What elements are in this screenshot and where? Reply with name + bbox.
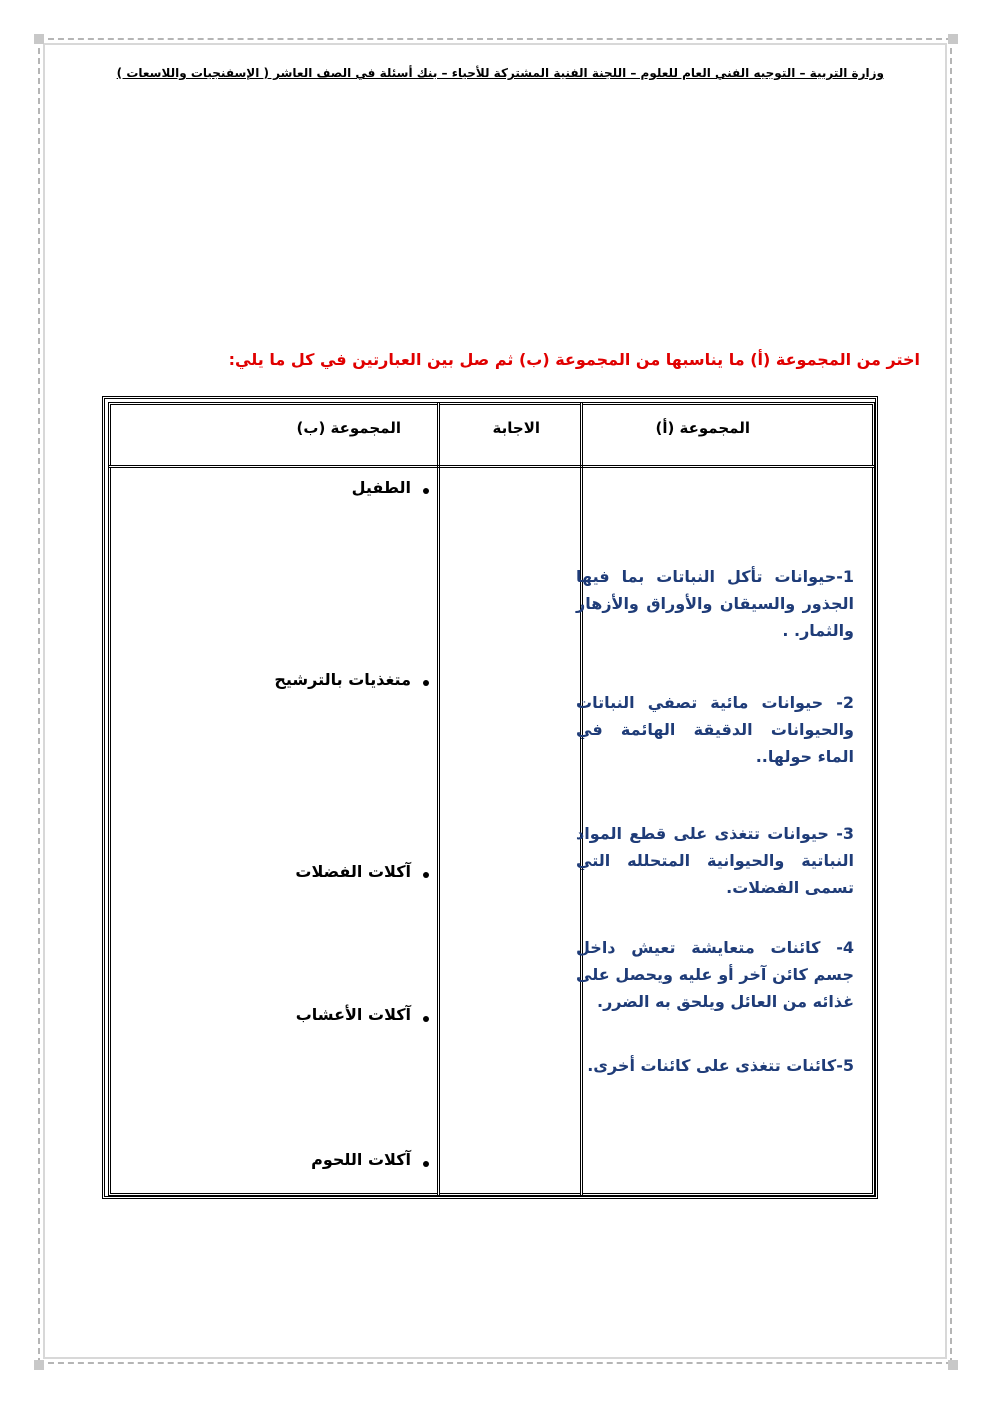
group-a-item: 3- حيوانات تتغذى على قطع المواد النباتية والحيوانية المتحلله التي تسمى الفضلات. — [576, 824, 854, 897]
group-b-item: الطفيل — [351, 478, 411, 497]
group-b-item: آكلات اللحوم — [311, 1150, 411, 1169]
group-a-item: 2- حيوانات مائية تصفي النباتات والحيوانات الدقيقة الهائمة في الماء حولها.. — [576, 693, 854, 766]
header-cell-group-b — [108, 402, 440, 468]
border-corner — [948, 34, 958, 44]
page-header: وزارة التربية – التوجيه الفني العام للعلوم – اللجنة الفنية المشتركة للأحياء – بنك أسئلة في الصف العاشر ( الإسفنجيات واللاسعات ) — [116, 66, 884, 80]
group-b-item: آكلات الفضلات — [295, 862, 411, 881]
header-cell-group-a — [580, 402, 875, 468]
bullet-icon — [423, 680, 429, 686]
border-corner — [34, 34, 44, 44]
group-b-item: متغذيات بالترشيح — [274, 670, 411, 689]
header-group-a: المجموعة (أ) — [655, 419, 750, 437]
header-group-b: المجموعة (ب) — [296, 419, 401, 437]
group-a-item: 5-كائنات تتغذى على كائنات أخرى. — [587, 1056, 854, 1075]
group-b-column — [108, 465, 440, 1196]
matching-table — [102, 396, 878, 1199]
question-instruction: اختر من المجموعة (أ) ما يناسبها من المجموعة (ب) ثم صل بين العبارتين في كل ما يلي: — [228, 350, 920, 369]
bullet-icon — [423, 1016, 429, 1022]
border-corner — [34, 1360, 44, 1370]
group-a-item: 1-حيوانات تأكل النباتات بما فيها الجذور والسيقان والأوراق والأزهار والثمار. . — [576, 567, 854, 640]
header-cell-answer — [437, 402, 583, 468]
group-a-item: 4- كائنات متعايشة تعيش داخل جسم كائن آخر أو عليه ويحصل على غذائه من العائل ويلحق به الضرر. — [576, 938, 854, 1011]
border-corner — [948, 1360, 958, 1370]
answer-column[interactable] — [437, 465, 583, 1196]
bullet-icon — [423, 488, 429, 494]
group-a-column — [576, 465, 875, 1196]
group-b-item: آكلات الأعشاب — [295, 1005, 411, 1024]
bullet-icon — [423, 1161, 429, 1167]
header-answer: الاجابة — [492, 419, 540, 437]
bullet-icon — [423, 872, 429, 878]
